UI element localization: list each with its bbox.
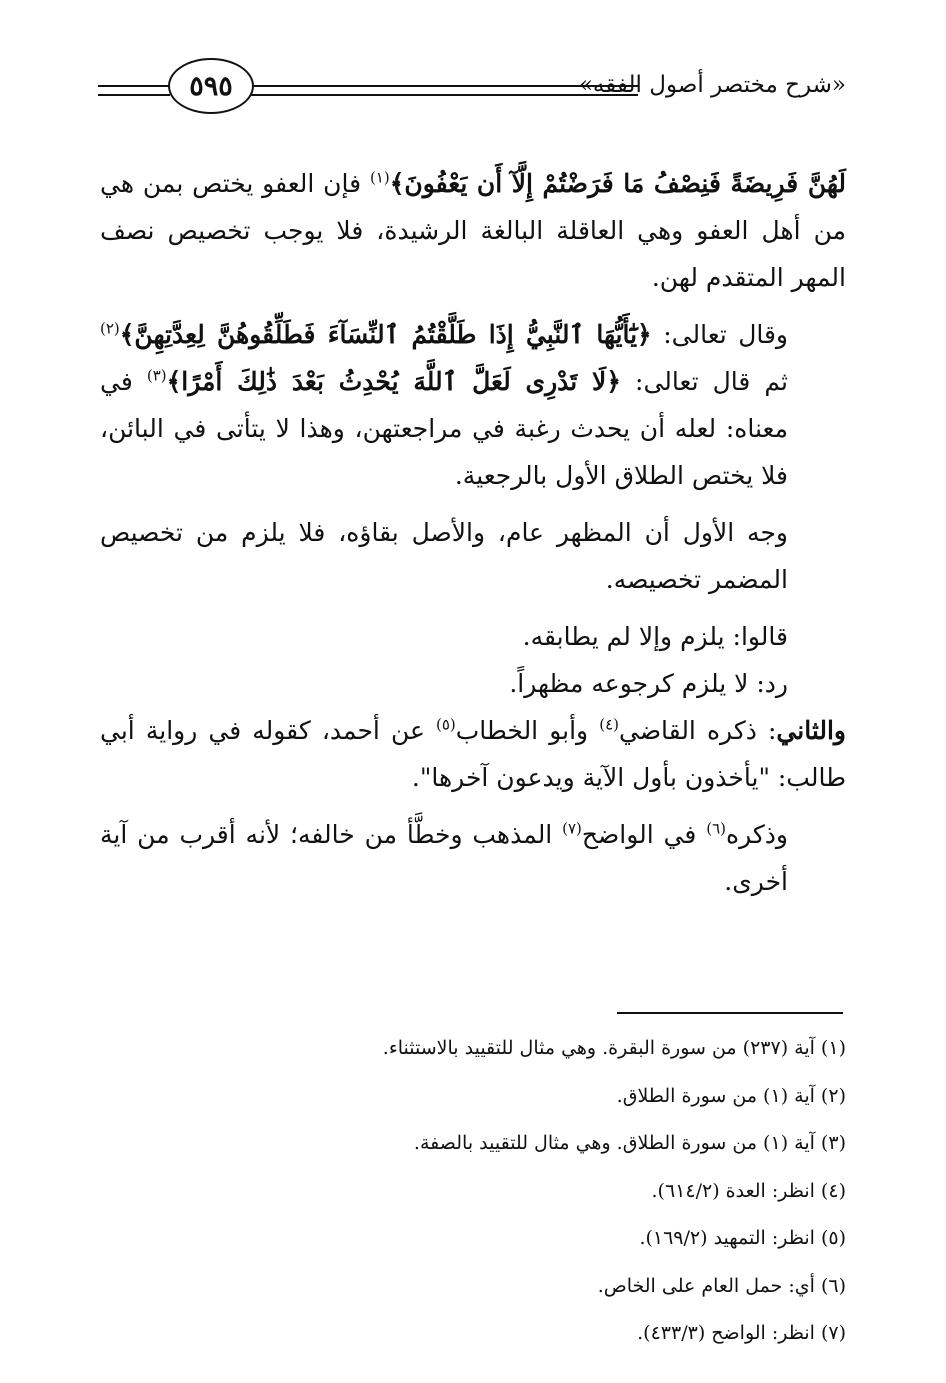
page-number: ٥٩٥ xyxy=(189,70,233,102)
footnote-ref-7: (٧) xyxy=(562,819,582,838)
paragraph-5: رد: لا يلزم كرجوعه مظهراً. xyxy=(509,669,788,698)
paragraph-4: قالوا: يلزم وإلا لم يطابقه. xyxy=(522,622,788,651)
footnote-5: (٥) انظر: التمهيد (١٦٩/٢). xyxy=(639,1227,846,1249)
paragraph-2-text: في معناه: لعله أن يحدث رغبة في مراجعتهن، وهذا لا يتأتى في البائن، فلا يختص الطلاق الأول بالرجعية. xyxy=(100,367,788,490)
footnote-3: (٣) آية (١) من سورة الطلاق. وهي مثال للتقييد بالصفة. xyxy=(413,1132,846,1154)
paragraph-1-text: فإن العفو يختص بمن هي من أهل العفو وهي العاقلة البالغة الرشيدة، فلا يوجب تخصيص نصف المهر المتقدم لهن. xyxy=(100,169,846,292)
footnote-6: (٦) أي: حمل العام على الخاص. xyxy=(597,1274,846,1297)
paragraph-3: وجه الأول أن المظهر عام، والأصل بقاؤه، فلا يلزم من تخصيص المضمر تخصيصه. xyxy=(100,518,788,594)
footnote-ref-6: (٦) xyxy=(706,819,726,838)
paragraph-7 xyxy=(100,811,846,905)
quran-verse: ﴿يَٰٓأَيُّهَا ٱلنَّبِيُّ إِذَا طَلَّقْتُمُ ٱلنِّسَآءَ فَطَلِّقُوهُنَّ لِعِدَّتِهِنَّ﴾ xyxy=(119,320,652,349)
paragraph-7-text-a: وذكره xyxy=(726,820,788,849)
header-rule-left xyxy=(98,85,170,96)
footnote-separator xyxy=(617,1012,843,1014)
paragraph-7-text-c: المذهب وخطَّأ من خالفه؛ لأنه أقرب من آية أخرى. xyxy=(100,820,788,896)
paragraph-2-intro: وقال تعالى: xyxy=(651,320,789,349)
main-text xyxy=(100,160,846,905)
paragraph-2-mid: ثم قال تعالى: xyxy=(620,367,788,396)
footnote-ref-4: (٤) xyxy=(599,715,619,734)
paragraph-6-text-c: عن أحمد، كقوله في رواية أبي طالب: "يأخذون بأول الآية ويدعون آخرها". xyxy=(100,716,846,792)
footnote-ref-1: (١) xyxy=(369,168,390,187)
footnote-2: (٢) آية (١) من سورة الطلاق. xyxy=(616,1084,846,1107)
footnote-4: (٤) انظر: العدة (٦١٤/٢). xyxy=(651,1179,846,1202)
running-title: «شرح مختصر أصول الفقه» xyxy=(578,72,846,98)
paragraph-7-text-b: في الواضح xyxy=(581,820,707,849)
paragraph-1 xyxy=(100,160,846,301)
footnotes xyxy=(100,1025,846,1358)
page-header xyxy=(98,58,846,120)
paragraph-6-lead: والثاني xyxy=(776,716,846,745)
page-number-oval xyxy=(168,58,254,114)
paragraph-6 xyxy=(100,707,846,801)
quran-verse: لَهُنَّ فَرِيضَةً فَنِصْفُ مَا فَرَضْتُمْ إِلَّآ أَن يَعْفُونَ﴾ xyxy=(389,169,847,198)
footnote-7: (٧) انظر: الواضح (٤٣٣/٣). xyxy=(637,1322,846,1344)
footnote-ref-5: (٥) xyxy=(435,715,456,734)
footnote-ref-3: (٣) xyxy=(146,366,167,385)
footnote-1: (١) آية (٢٣٧) من سورة البقرة. وهي مثال للتقييد بالاستثناء. xyxy=(382,1037,846,1059)
quran-verse: ﴿لَا تَدْرِى لَعَلَّ ٱللَّهَ يُحْدِثُ بَعْدَ ذَٰلِكَ أَمْرًا﴾ xyxy=(166,367,621,396)
paragraph-6-text-b: وأبو الخطاب xyxy=(455,716,600,745)
paragraph-2 xyxy=(100,311,846,499)
footnote-ref-2: (٢) xyxy=(100,319,120,338)
paragraph-6-text-a: : ذكره القاضي xyxy=(618,716,777,745)
